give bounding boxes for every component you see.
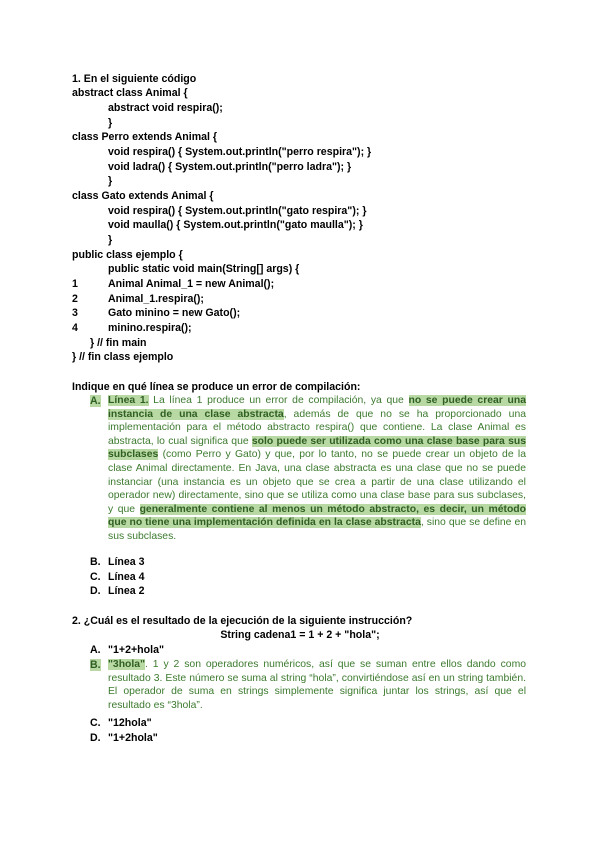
option-a-label: Línea 1. [108, 395, 149, 406]
option-b-letter: B. [90, 556, 101, 568]
option-d-letter: D. [90, 585, 101, 597]
line-number: 1 [72, 278, 78, 290]
option-c-letter: C. [90, 717, 101, 729]
code-line: Animal_1.respira(); [108, 293, 204, 305]
option-a-answer: Línea 1. La línea 1 produce un error de compilación, ya que no se puede crear una instancia de una clase abstracta, además de que no se ha proporcionado una implementación para el método abstracto respira() que contiene. La clase Animal es abstracta, lo cual significa que solo puede ser utilizada como una clase base para sus subclases (como Perro y Gato) y que, por lo tanto, no se puede crear un objeto de la clase Animal directamente. En Java, una clase abstracta es una clase que no se puede instanciar (una instancia es un objeto que se crea a partir de una clase utilizando el operador new) directamente, sino que se utiliza como una clase base para sus subclases, y que generalmente contiene al menos un método abstracto, es decir, un método que no tiene una implementación definida en la clase abstracta, sino que se define en sus subclases. [108, 395, 527, 542]
code-line: void ladra() { System.out.println("perro ladra"); } [108, 161, 352, 173]
option-c-label: "12hola" [108, 717, 152, 729]
code-line: class Gato extends Animal { [72, 190, 214, 202]
option-c-label: Línea 4 [108, 571, 145, 583]
question-1-prompt: Indique en qué línea se produce un error de compilación: [72, 381, 361, 393]
option-d-letter: D. [90, 732, 101, 744]
question-2-statement: String cadena1 = 1 + 2 + "hola"; [220, 629, 380, 641]
option-a-letter: A. [90, 395, 101, 407]
code-line: } [108, 175, 113, 187]
option-b-answer: "3hola". 1 y 2 son operadores numéricos, así que se suman entre ellos dando como resultado 3. Este número se suma al string “hola”, convirtiéndose así en un string también. El operador de suma en strings simplemente significa juntar los strings, así que el resultado es “3hola”. [108, 659, 526, 711]
line-number: 4 [72, 322, 78, 334]
option-d-label: "1+2hola" [108, 732, 158, 744]
code-line: abstract class Animal { [72, 87, 188, 99]
option-a-label: "1+2+hola" [108, 644, 164, 656]
line-number: 2 [72, 293, 78, 305]
option-c-letter: C. [90, 571, 101, 583]
code-line: public static void main(String[] args) { [108, 263, 300, 275]
code-line: } [108, 234, 113, 246]
code-line: } // fin class ejemplo [72, 351, 174, 363]
code-line: public class ejemplo { [72, 249, 183, 261]
code-line: class Perro extends Animal { [72, 131, 218, 143]
code-line: Gato minino = new Gato(); [108, 307, 241, 319]
option-d-label: Línea 2 [108, 585, 145, 597]
code-line: void respira() { System.out.println("perro respira"); } [108, 146, 372, 158]
code-line: } // fin main [90, 337, 147, 349]
code-line: void maulla() { System.out.println("gato maulla"); } [108, 219, 363, 231]
line-number: 3 [72, 307, 78, 319]
option-b-label: Línea 3 [108, 556, 145, 568]
question-1-heading: 1. En el siguiente código [72, 73, 197, 85]
code-line: } [108, 117, 113, 129]
code-line: void respira() { System.out.println("gato respira"); } [108, 205, 367, 217]
question-2-heading: 2. ¿Cuál es el resultado de la ejecución de la siguiente instrucción? [72, 615, 413, 627]
option-b-label: "3hola" [108, 659, 145, 670]
option-a-letter: A. [90, 644, 101, 656]
code-line: Animal Animal_1 = new Animal(); [108, 278, 275, 290]
code-line: abstract void respira(); [108, 102, 223, 114]
option-b-letter: B. [90, 659, 101, 671]
code-line: minino.respira(); [108, 322, 192, 334]
